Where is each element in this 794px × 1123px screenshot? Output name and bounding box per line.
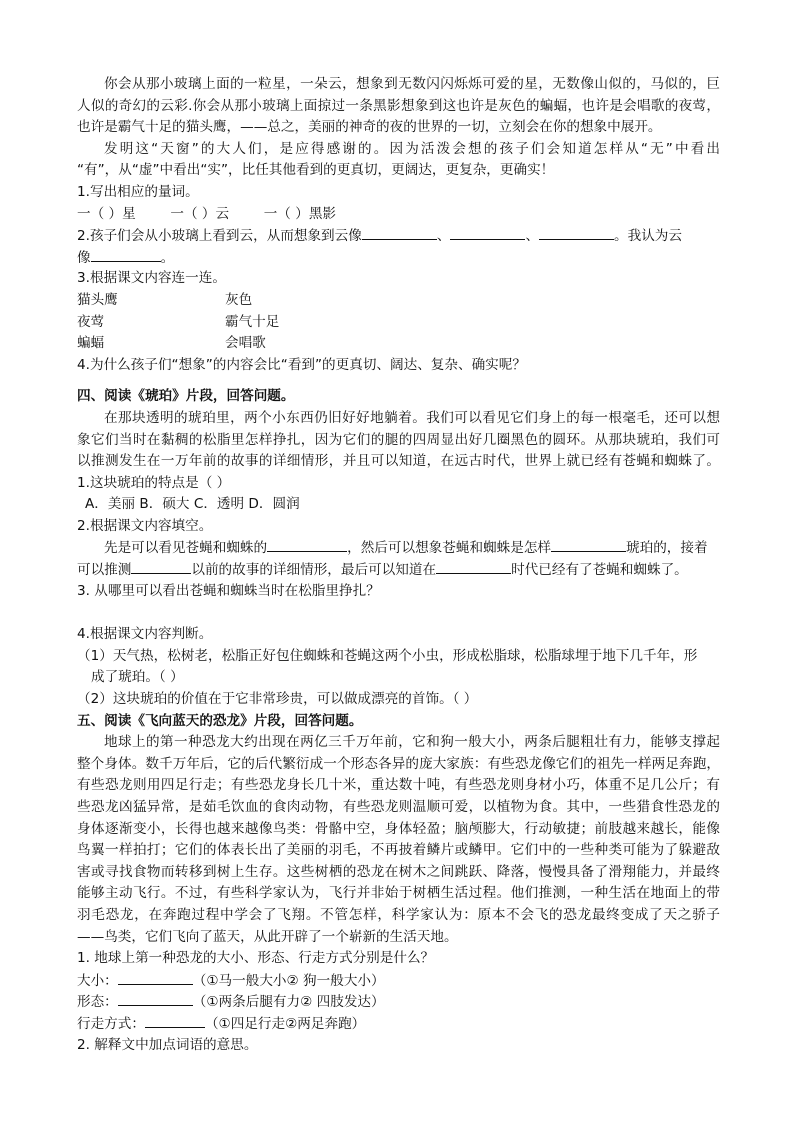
dinosaur-passage (77, 732, 720, 948)
answer-blank[interactable] (551, 537, 626, 552)
options-text: （①四足行走②两足奔跑） (204, 1015, 366, 1032)
s4-fill-line-1 (77, 537, 720, 559)
question-2 (77, 225, 720, 247)
answer-blank[interactable] (118, 991, 193, 1006)
question-2-text: 2.孩子们会从小玻璃上看到云，从而想象到云像 (77, 228, 362, 245)
measure-item-cloud[interactable]: 一（ ）云 (170, 205, 230, 222)
text-line: 能够主动飞行。不过，有些科学家认为，飞行并非始于树栖生活过程。他们推测，一种生活在地面上的带 (77, 885, 720, 902)
section-5-heading: 五、阅读《飞向蓝天的恐龙》片段，回答问题。 (77, 712, 363, 729)
s5-shape-row (77, 991, 720, 1013)
s4-question-1: 1.这块琥珀的特点是（ ） (77, 474, 231, 491)
answer-blank[interactable] (450, 225, 525, 240)
text-line: 羽毛恐龙，在奔跑过程中学会了飞翔。不管怎样，科学家认为：原本不会飞的恐龙最终变成了天之骄子 (77, 906, 720, 923)
answer-blank[interactable] (267, 537, 347, 552)
question-2-text: 。 (160, 249, 175, 266)
answer-blank[interactable] (91, 247, 161, 262)
text-line: 害或寻找食物而转移到树上生存。这些树栖的恐龙在树木之间跳跃、降落，慢慢具备了滑翔能力，并最终 (77, 863, 720, 880)
fill-text: 可以推测 (77, 562, 132, 579)
s4-question-2: 2.根据课文内容填空。 (77, 517, 213, 534)
worksheet-page (77, 74, 720, 1056)
options-text: （①两条后腿有力② 四肢发达） (192, 994, 385, 1011)
measure-item-star[interactable]: 一（ ）星 (77, 205, 136, 222)
s4-question-1-options[interactable]: A．美丽 B．硕大 C．透明 D．圆润 (85, 496, 300, 513)
fill-text: 以前的故事的详细情形，最后可以知道在 (191, 562, 437, 579)
answer-blank[interactable] (362, 225, 437, 240)
text-line: 地球上的第一种恐龙大约出现在两亿三千万年前，它和狗一般大小，两条后腿粗壮有力，能够支撑起 (104, 734, 720, 751)
measure-word-row (77, 204, 720, 226)
question-3: 3.根据课文内容连一连。 (77, 270, 226, 287)
section-4-heading: 四、阅读《琥珀》片段，回答问题。 (77, 388, 295, 405)
passage-paragraph-1 (77, 74, 720, 139)
question-1: 1.写出相应的量词。 (77, 183, 199, 200)
answer-blank[interactable] (118, 970, 193, 985)
text-line: 也许是霸气十足的猫头鹰，——总之，美丽的神奇的夜的世界的一切，立刻会在你的想象中展开。 (77, 119, 662, 136)
fill-text: ，然后可以想象苍蝇和蜘蛛是怎样 (347, 540, 552, 557)
measure-item-shadow[interactable]: 一（ ）黑影 (263, 205, 337, 222)
s5-question-1: 1. 地球上第一种恐龙的大小、形态、行走方式分别是什么？ (77, 950, 435, 967)
s4-fill-line-2 (77, 559, 720, 581)
text-line: 鸟翼一样拍打；它们的体表长出了美丽的羽毛，不再披着鳞片或鳞甲。它们中的一些种类可能为了躲避敌 (77, 842, 720, 859)
s5-question-2: 2. 解释文中加点词语的意思。 (77, 1036, 258, 1053)
amber-passage (77, 408, 720, 473)
text-line: 以推测发生在一万年前的故事的详细情形，并且可以知道，在远古时代，世界上就已经有苍蝇和蜘蛛了。 (77, 453, 720, 470)
field-label: 形态： (77, 994, 118, 1011)
fill-text: 琥珀的，接着 (626, 540, 708, 557)
answer-space[interactable] (77, 602, 720, 624)
text-line: 有些恐龙则用四足行走；有些恐龙身长几十米，重达数十吨，有些恐龙则身材小巧，体重不足几公斤；有 (77, 777, 720, 794)
match-row (77, 290, 720, 312)
separator: 、 (525, 228, 540, 245)
s5-size-row (77, 970, 720, 992)
match-row (77, 333, 720, 355)
separator: 、 (436, 228, 451, 245)
text-line: 发明这“天窗”的大人们，是应得感谢的。因为活泼会想的孩子们会知道怎样从“无”中看出 (104, 140, 720, 157)
field-label: 大小： (77, 972, 118, 989)
text-line: ——鸟类，它们飞向了蓝天，从此开辟了一个崭新的生活天地。 (77, 928, 458, 945)
s5-walk-row (77, 1013, 720, 1035)
s4-question-3: 3. 从哪里可以看出苍蝇和蜘蛛当时在松脂里挣扎？ (77, 582, 380, 599)
fill-text: 先是可以看见苍蝇和蜘蛛的 (104, 540, 268, 557)
text-line: 整个身体。数千万年后，它的后代繁衍成一个形态各异的庞大家族：有些恐龙像它们的祖先一样两足奔跑， (77, 755, 720, 772)
text-line: 些恐龙凶猛异常，是茹毛饮血的食肉动物，有些恐龙则温顺可爱，以植物为食。其中，一些猎食性恐龙的 (77, 799, 720, 815)
answer-blank[interactable] (131, 559, 191, 574)
field-label: 行走方式： (77, 1015, 145, 1032)
text-line: 在那块透明的琥珀里，两个小东西仍旧好好地躺着。我们可以看见它们身上的每一根毫毛，还可以想 (104, 409, 720, 426)
match-row (77, 312, 720, 334)
question-2-text: 像 (77, 249, 91, 266)
text-line: 身体逐渐变小，长得也越来越像鸟类：骨骼中空，身体轻盈；脑颅膨大，行动敏捷；前肢越来越长，能像 (77, 820, 720, 837)
options-text: （①马一般大小② 狗一般大小） (192, 972, 385, 989)
s4-question-4: 4.根据课文内容判断。 (77, 626, 213, 643)
match-right[interactable]: 霸气十足 (225, 313, 280, 330)
text-line: “有”，从“虚”中看出“实”，比任其他看到的更真切，更阔达，更复杂，更确实！ (77, 162, 555, 179)
question-2-text: 。我认为云 (614, 228, 682, 245)
match-left[interactable]: 蝙蝠 (77, 335, 105, 352)
answer-blank[interactable] (539, 225, 614, 240)
s4-judge-1a: （1）天气热，松树老，松脂正好包住蜘蛛和苍蝇这两个小虫，形成松脂球，松脂球埋于地下几千年，形 (77, 647, 698, 664)
question-2-cont (77, 247, 720, 269)
text-line: 人似的奇幻的云彩.你会从那小玻璃上面掠过一条黑影想象到这也许是灰色的蝙蝠，也许是会唱歌的夜莺， (77, 97, 720, 114)
s4-judge-1b[interactable]: 成了琥珀。（ ） (91, 669, 184, 686)
text-line: 象它们当时在黏稠的松脂里怎样挣扎，因为它们的腿的四周显出好几圈黑色的圆环。从那块琥珀，我们可 (77, 431, 720, 448)
match-right[interactable]: 灰色 (225, 291, 253, 308)
passage-paragraph-2 (77, 139, 720, 182)
s4-judge-2[interactable]: （2）这块琥珀的价值在于它非常珍贵，可以做成漂亮的首饰。（ ） (77, 691, 478, 708)
match-left[interactable]: 猫头鹰 (77, 291, 118, 308)
question-4: 4.为什么孩子们“想象”的内容会比“看到”的更真切、阔达、复杂、确实呢？ (77, 356, 526, 373)
answer-blank[interactable] (436, 559, 511, 574)
fill-text: 时代已经有了苍蝇和蜘蛛了。 (511, 562, 688, 579)
text-line: 你会从那小玻璃上面的一粒星，一朵云，想象到无数闪闪烁烁可爱的星，无数像山似的，马似的，巨 (104, 76, 720, 92)
match-left[interactable]: 夜莺 (77, 313, 105, 330)
answer-blank[interactable] (145, 1013, 205, 1028)
spacer (77, 376, 720, 386)
match-right[interactable]: 会唱歌 (225, 335, 266, 352)
